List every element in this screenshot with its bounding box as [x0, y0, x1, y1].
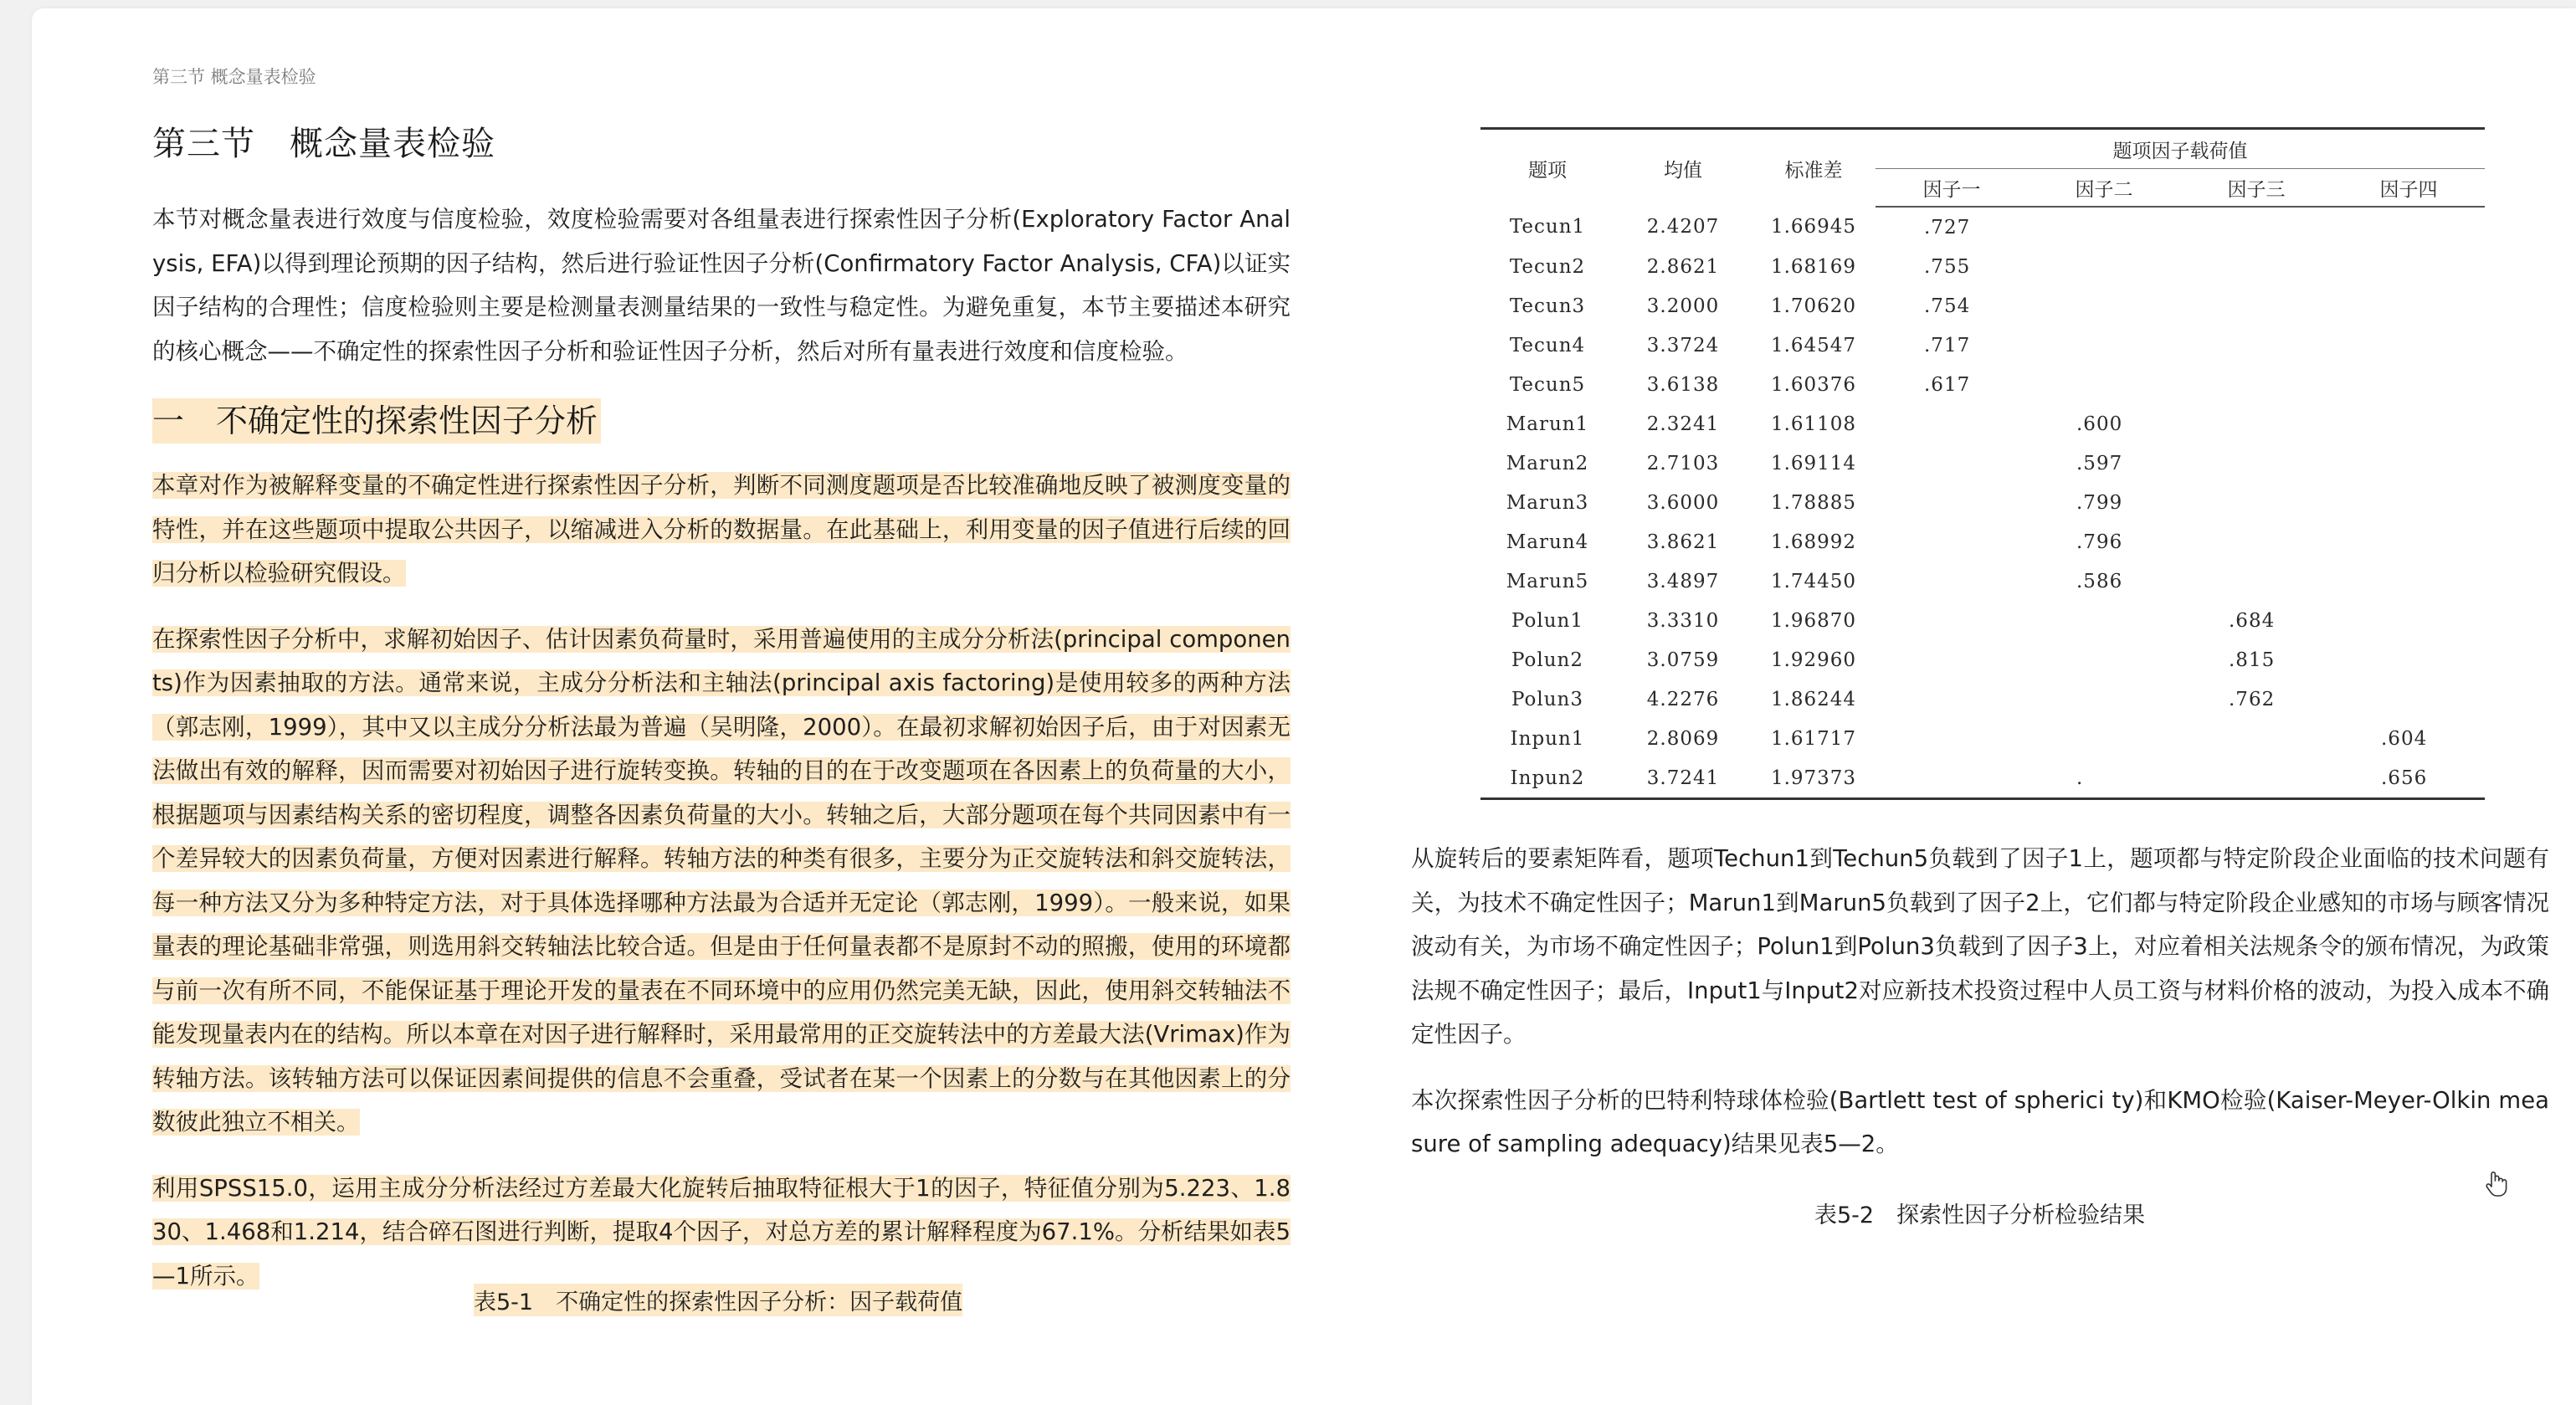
- cell-item: Tecun1: [1509, 216, 1586, 238]
- cell-f4: [2332, 640, 2485, 679]
- cell-f4: [2332, 679, 2485, 719]
- header-mean: 均值: [1614, 129, 1752, 208]
- cell-f2: .586: [2076, 570, 2123, 592]
- cell-f4: [2332, 207, 2485, 247]
- cell-f1: [1876, 758, 2028, 799]
- right-column: [1411, 837, 2549, 1167]
- cell-f3: [2180, 365, 2332, 404]
- cell-f1: .617: [1924, 373, 1971, 396]
- table-row: [1480, 758, 2485, 799]
- running-head: 第三节 概念量表检验: [152, 67, 316, 87]
- paragraph-3[interactable]: [152, 1167, 1291, 1299]
- cell-f3: [2180, 207, 2332, 247]
- table-row: [1480, 286, 2485, 326]
- cell-f2: .799: [2076, 491, 2123, 514]
- table-row: [1480, 444, 2485, 483]
- header-factor-4: 因子四: [2332, 169, 2485, 208]
- table-caption-5-2[interactable]: 表5-2 探索性因子分析检验结果: [1814, 1202, 2146, 1228]
- cell-f1: [1876, 483, 2028, 522]
- cell-f1: .754: [1924, 295, 1971, 317]
- left-column: [152, 197, 1291, 1298]
- cell-f2: .: [2028, 758, 2180, 799]
- cell-item: Tecun4: [1509, 334, 1586, 356]
- cell-f4: .656: [2332, 758, 2485, 799]
- cell-sd: 1.97373: [1752, 758, 1876, 799]
- cell-mean: 3.2000: [1646, 295, 1720, 317]
- table-caption-5-1[interactable]: 表5-1 不确定性的探索性因子分析：因子载荷值: [474, 1284, 962, 1316]
- document-page: [32, 8, 2576, 1405]
- cell-f4: [2332, 444, 2485, 483]
- cell-f2: [2028, 286, 2180, 326]
- cell-f1: [1876, 404, 2028, 444]
- cell-f4: [2332, 522, 2485, 561]
- cell-f2: .597: [2076, 452, 2123, 474]
- table-row: [1480, 207, 2485, 247]
- cell-f3: .684: [2229, 609, 2276, 632]
- cell-item: Polun1: [1511, 609, 1583, 632]
- cell-item: Polun2: [1511, 649, 1583, 671]
- cell-mean: 3.7241: [1614, 758, 1752, 799]
- cell-sd: 1.64547: [1770, 334, 1857, 356]
- cell-f4: [2332, 326, 2485, 365]
- cell-item: Inpun2: [1480, 758, 1614, 799]
- cell-sd: 1.74450: [1770, 570, 1857, 592]
- cell-f4: [2332, 286, 2485, 326]
- cell-item: Marun4: [1506, 531, 1589, 553]
- cell-sd: 1.96870: [1770, 609, 1857, 632]
- table-row: [1480, 601, 2485, 640]
- cell-item: Tecun2: [1509, 255, 1586, 278]
- cell-f1: .717: [1924, 334, 1971, 356]
- cell-f4: [2332, 247, 2485, 286]
- cell-sd: 1.61108: [1770, 413, 1857, 435]
- cell-f1: [1876, 444, 2028, 483]
- cell-sd: 1.68992: [1770, 531, 1857, 553]
- paragraph-2[interactable]: [152, 618, 1291, 1145]
- cell-f3: [2180, 719, 2332, 758]
- cell-f4: [2332, 601, 2485, 640]
- cell-mean: 3.3310: [1646, 609, 1720, 632]
- cell-mean: 2.4207: [1646, 216, 1720, 238]
- subsection-heading[interactable]: 一 不确定性的探索性因子分析: [152, 398, 601, 444]
- cell-sd: 1.68169: [1770, 255, 1857, 278]
- cell-f2: [2028, 640, 2180, 679]
- cell-mean: 2.3241: [1646, 413, 1720, 435]
- intro-paragraph[interactable]: 本节对概念量表进行效度与信度检验，效度检验需要对各组量表进行探索性因子分析(Exploratory Factor Analysis, EFA)以得到理论预期的因子结构，然后进行验证性因子分析(Confirmatory Factor Analysis, CFA)以证实因子结构的合理性；信度检验则主要是检测量表测量结果的一致性与稳定性。为避免重复，本节主要描述本研究的核心概念——不确定性的探索性因子分析和验证性因子分析，然后对所有量表进行效度和信度检验。: [152, 206, 1291, 365]
- cell-f2: [2028, 679, 2180, 719]
- cell-f1: [1876, 679, 2028, 719]
- cell-item: Marun1: [1506, 413, 1589, 435]
- table-row: [1480, 247, 2485, 286]
- header-factor-3: 因子三: [2180, 169, 2332, 208]
- highlighted-text: 利用SPSS15.0，运用主成分分析法经过方差最大化旋转后抽取特征根大于1的因子，特征值分别为5.223、1.830、1.468和1.214，结合碎石图进行判断，提取4个因子，对总方差的累计解释程度为67.1%。分析结果如表5—1所示。: [152, 1174, 1291, 1290]
- header-item: 题项: [1480, 129, 1614, 208]
- cell-item: Inpun1: [1510, 727, 1585, 750]
- cell-f4: .604: [2381, 727, 2428, 750]
- cell-f2: .796: [2076, 531, 2123, 553]
- header-sd: 标准差: [1752, 129, 1876, 208]
- header-factor-2: 因子二: [2028, 169, 2180, 208]
- cell-f2: [2028, 326, 2180, 365]
- cell-mean: 3.4897: [1646, 570, 1720, 592]
- cell-f3: [2180, 286, 2332, 326]
- cell-f3: [2180, 326, 2332, 365]
- cell-sd: 1.92960: [1770, 649, 1857, 671]
- right-paragraph-1[interactable]: 从旋转后的要素矩阵看，题项Techun1到Techun5负载到了因子1上，题项都与特定阶段企业面临的技术问题有关，为技术不确定性因子；Marun1到Marun5负载到了因子2上，它们都与特定阶段企业感知的市场与顾客情况波动有关，为市场不确定性因子；Polun1到Polun3负载到了因子3上，对应着相关法规条令的颁布情况，为政策法规不确定性因子；最后，Input1与Input2对应新技术投资过程中人员工资与材料价格的波动，为投入成本不确定性因子。: [1411, 845, 2549, 1048]
- cell-f1: .727: [1924, 216, 1971, 238]
- cell-f2: [2028, 247, 2180, 286]
- highlighted-text: 本章对作为被解释变量的不确定性进行探索性因子分析，判断不同测度题项是否比较准确地反映了被测度变量的特性，并在这些题项中提取公共因子，以缩减进入分析的数据量。在此基础上，利用变量的因子值进行后续的回归分析以检验研究假设。: [152, 472, 1291, 587]
- cell-mean: 3.0759: [1646, 649, 1720, 671]
- cell-f2: [2028, 365, 2180, 404]
- header-loading-group: 题项因子载荷值: [1876, 129, 2485, 169]
- cell-mean: 4.2276: [1646, 688, 1720, 710]
- cell-f3: [2180, 247, 2332, 286]
- cell-item: Marun5: [1506, 570, 1589, 592]
- cell-mean: 3.6000: [1646, 491, 1720, 514]
- cell-f4: [2332, 365, 2485, 404]
- cell-f3: [2180, 444, 2332, 483]
- cell-mean: 2.8069: [1646, 727, 1720, 750]
- cell-f1: [1876, 640, 2028, 679]
- cell-sd: 1.61717: [1770, 727, 1857, 750]
- cell-f1: [1876, 601, 2028, 640]
- factor-loading-table: [1480, 127, 2485, 800]
- cell-mean: 2.8621: [1646, 255, 1720, 278]
- cell-item: Polun3: [1511, 688, 1583, 710]
- cell-f1: [1876, 561, 2028, 601]
- cell-sd: 1.69114: [1770, 452, 1857, 474]
- cell-f3: .815: [2229, 649, 2276, 671]
- section-title: 第三节 概念量表检验: [152, 125, 495, 163]
- cell-f2: [2028, 719, 2180, 758]
- paragraph-1[interactable]: [152, 464, 1291, 596]
- table-row: [1480, 719, 2485, 758]
- cell-mean: 3.6138: [1646, 373, 1720, 396]
- cell-item: Marun3: [1506, 491, 1589, 514]
- table-row: [1480, 640, 2485, 679]
- table-row: [1480, 561, 2485, 601]
- cell-mean: 2.7103: [1646, 452, 1720, 474]
- cell-f1: [1876, 522, 2028, 561]
- cell-sd: 1.78885: [1770, 491, 1857, 514]
- table-row: [1480, 365, 2485, 404]
- cell-sd: 1.66945: [1770, 216, 1857, 238]
- cell-f1: [1876, 719, 2028, 758]
- table-row: [1480, 326, 2485, 365]
- cell-f4: [2332, 483, 2485, 522]
- cell-f2: [2028, 207, 2180, 247]
- cell-mean: 3.8621: [1646, 531, 1720, 553]
- cell-mean: 3.3724: [1646, 334, 1720, 356]
- cell-f3: [2180, 483, 2332, 522]
- cell-f3: [2180, 404, 2332, 444]
- cell-f3: [2180, 561, 2332, 601]
- cell-f3: .762: [2229, 688, 2276, 710]
- highlighted-text: 在探索性因子分析中，求解初始因子、估计因素负荷量时，采用普遍使用的主成分分析法(principal components)作为因素抽取的方法。通常来说，主成分分析法和主轴法(principal axis factoring)是使用较多的两种方法（郭志刚，1999），其中又以主成分分析法最为普遍（吴明隆，2000）。在最初求解初始因子后，由于对因素无法做出有效的解释，因而需要对初始因子进行旋转变换。转轴的目的在于改变题项在各因素上的负荷量的大小，根据题项与因素结构关系的密切程度，调整各因素负荷量的大小。转轴之后，大部分题项在每个共同因素中有一个差异较大的因素负荷量，方便对因素进行解释。转轴方法的种类有很多，主要分为正交旋转法和斜交旋转法，每一种方法又分为多种特定方法，对于具体选择哪种方法最为合适并无定论（郭志刚，1999）。一般来说，如果量表的理论基础非常强，则选用斜交转轴法比较合适。但是由于任何量表都不是原封不动的照搬，使用的环境都与前一次有所不同，不能保证基于理论开发的量表在不同环境中的应用仍然完美无缺，因此，使用斜交转轴法不能发现量表内在的结构。所以本章在对因子进行解释时，采用最常用的正交旋转法中的方差最大法(Vrimax)作为转轴方法。该转轴方法可以保证因素间提供的信息不会重叠，受试者在某一个因素上的分数与在其他因素上的分数彼此独立不相关。: [152, 625, 1291, 1136]
- header-factor-1: 因子一: [1876, 169, 2028, 208]
- table-row: [1480, 522, 2485, 561]
- cell-f4: [2332, 561, 2485, 601]
- right-paragraph-2[interactable]: 本次探索性因子分析的巴特利特球体检验(Bartlett test of spherici ty)和KMO检验(Kaiser-Meyer-Olkin measure of sampling adequacy)结果见表5—2。: [1411, 1086, 2549, 1157]
- cell-f2: .600: [2076, 413, 2123, 435]
- table-row: [1480, 483, 2485, 522]
- cell-f3: [2180, 758, 2332, 799]
- table-row: [1480, 404, 2485, 444]
- cell-f1: .755: [1924, 255, 1971, 278]
- cell-sd: 1.70620: [1770, 295, 1857, 317]
- cell-f2: [2028, 601, 2180, 640]
- cell-item: Marun2: [1506, 452, 1589, 474]
- cell-sd: 1.60376: [1770, 373, 1857, 396]
- cell-f4: [2332, 404, 2485, 444]
- cell-item: Tecun3: [1509, 295, 1586, 317]
- cell-sd: 1.86244: [1770, 688, 1857, 710]
- cell-item: Tecun5: [1509, 373, 1586, 396]
- cell-f3: [2180, 522, 2332, 561]
- hand-cursor-icon: [2484, 1170, 2509, 1198]
- table-row: [1480, 679, 2485, 719]
